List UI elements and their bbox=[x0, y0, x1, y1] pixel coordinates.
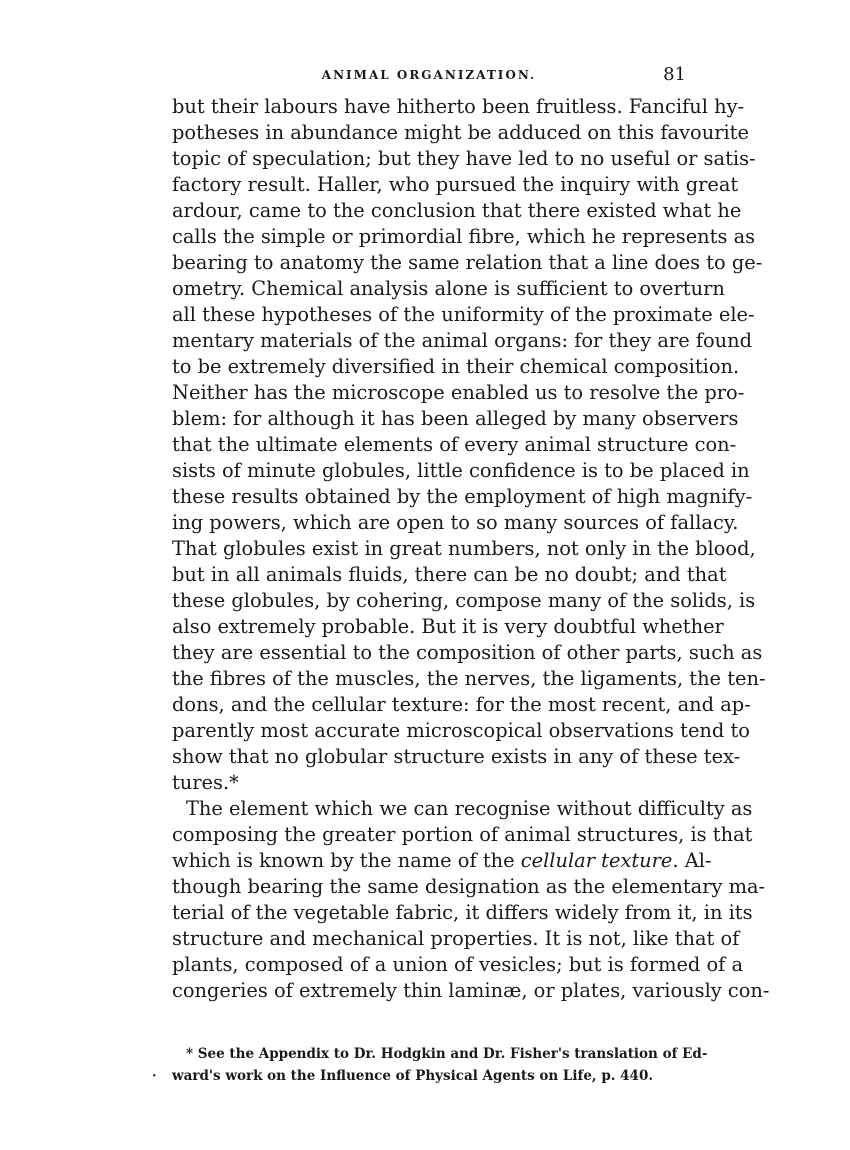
footnote-line: * See the Appendix to Dr. Hodgkin and Dr. Fisher's translation of Ed- bbox=[186, 1046, 708, 1062]
text-line: potheses in abundance might be adduced on this favourite bbox=[172, 121, 749, 144]
text-line: blem: for although it has been alleged by many observers bbox=[172, 407, 739, 430]
text-line: terial of the vegetable fabric, it differs widely from it, in its bbox=[172, 901, 753, 924]
text-line: bearing to anatomy the same relation that a line does to ge- bbox=[172, 251, 763, 274]
text-line: calls the simple or primordial fibre, which he represents as bbox=[172, 225, 756, 248]
text-line: parently most accurate microscopical observations tend to bbox=[172, 719, 750, 742]
text-line: topic of speculation; but they have led to no useful or satis- bbox=[172, 147, 756, 170]
text-line: ing powers, which are open to so many sources of fallacy. bbox=[172, 511, 739, 534]
text-line: tures.* bbox=[172, 771, 239, 794]
footnote-line: ward's work on the Influence of Physical Agents on Life, p. 440. bbox=[172, 1068, 654, 1084]
emphasis-term: cellular texture bbox=[520, 849, 673, 872]
text-line: Neither has the microscope enabled us to resolve the pro- bbox=[172, 381, 745, 404]
text-line: factory result. Haller, who pursued the inquiry with great bbox=[172, 173, 739, 196]
text-line: dons, and the cellular texture: for the most recent, and ap- bbox=[172, 693, 751, 716]
text-line: mentary materials of the animal organs: for they are found bbox=[172, 329, 753, 352]
page-header bbox=[172, 64, 686, 88]
text-line: structure and mechanical properties. It is not, like that of bbox=[172, 927, 740, 950]
text-line: That globules exist in great numbers, not only in the blood, bbox=[172, 537, 756, 560]
text-line: ometry. Chemical analysis alone is sufficient to overturn bbox=[172, 277, 725, 300]
stray-mark: · bbox=[152, 1069, 157, 1084]
text-line: plants, composed of a union of vesicles; but is formed of a bbox=[172, 953, 744, 976]
body-text bbox=[172, 94, 770, 1004]
text-line: ardour, came to the conclusion that there existed what he bbox=[172, 199, 742, 222]
text-line: but their labours have hitherto been fruitless. Fanciful hy- bbox=[172, 95, 745, 118]
text-line: also extremely probable. But it is very doubtful whether bbox=[172, 615, 724, 638]
text-line: The element which we can recognise without difficulty as bbox=[186, 797, 753, 820]
text-line: the fibres of the muscles, the nerves, the ligaments, the ten- bbox=[172, 667, 766, 690]
text-line: show that no globular structure exists in any of these tex- bbox=[172, 745, 741, 768]
page-number: 81 bbox=[663, 64, 686, 85]
text-line: these globules, by cohering, compose many of the solids, is bbox=[172, 589, 756, 612]
running-head: ANIMAL ORGANIZATION. bbox=[321, 68, 537, 82]
text-line: to be extremely diversified in their chemical composition. bbox=[172, 355, 740, 378]
text-line: these results obtained by the employment of high magnify- bbox=[172, 485, 753, 508]
text-line: but in all animals fluids, there can be no doubt; and that bbox=[172, 563, 727, 586]
text-line: that the ultimate elements of every animal structure con- bbox=[172, 433, 737, 456]
text-line: they are essential to the composition of other parts, such as bbox=[172, 641, 763, 664]
text-line: composing the greater portion of animal structures, is that bbox=[172, 823, 753, 846]
footnote bbox=[152, 1043, 708, 1087]
text-line: though bearing the same designation as the elementary ma- bbox=[172, 875, 766, 898]
text-line: which is known by the name of the cellular texture. Al- bbox=[172, 849, 712, 872]
text-line: all these hypotheses of the uniformity of the proximate ele- bbox=[172, 303, 755, 326]
text-line: congeries of extremely thin laminæ, or plates, variously con- bbox=[172, 979, 770, 1002]
text-line: sists of minute globules, little confidence is to be placed in bbox=[172, 459, 750, 482]
